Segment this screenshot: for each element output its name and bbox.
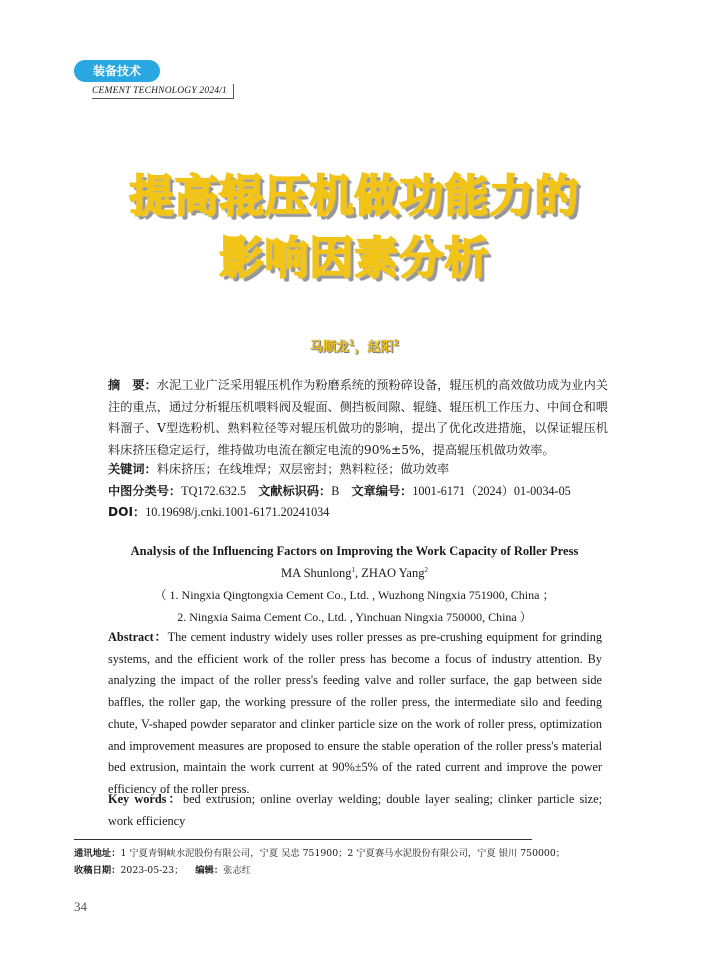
keywords-cn-label: 关键词： xyxy=(108,462,157,476)
keywords-en-text: bed extrusion; online overlay welding; double layer sealing; clinker particle size; work efficiency xyxy=(108,792,603,828)
author-1-en: MA Shunlong xyxy=(281,566,352,581)
author-1-en-affiliation: 1 xyxy=(351,566,356,574)
author-2-name: 赵阳 xyxy=(367,340,394,355)
footnote-address xyxy=(74,845,565,859)
article-number-value: 1001-6171（2024）01-0034-05 xyxy=(412,484,571,498)
author-en-separator: , xyxy=(355,566,362,581)
header-rule xyxy=(92,98,234,99)
doi-value: 10.19698/j.cnki.1001-6171.20241034 xyxy=(145,505,330,519)
received-value: 2023-05-23； xyxy=(120,865,184,876)
editor-label: 编辑： xyxy=(195,865,224,876)
keywords-cn-text: 料床挤压；在线堆焊；双层密封；熟料粒径；做功效率 xyxy=(156,462,450,476)
title-line-2: 影响因素分析 xyxy=(219,233,490,284)
author-1-name: 马顺龙 xyxy=(309,340,349,355)
english-title: Analysis of the Influencing Factors on Improving the Work Capacity of Roller Press xyxy=(130,544,579,558)
section-badge: 装备技术 xyxy=(74,60,160,82)
abstract-en-text: The cement industry widely uses roller presses as pre-crushing equipment for grinding systems, and the efficient work of the roller press has become a focus of industry attention. By analyzing the impact of the roller press's feeding valve and roller surface, the gap between side baffles, the roller gap, the working pressure of the roller press, the intermediate silo and feeding chute, V-shaped powder separator and clinker particle size on the work of roller press, optimization and improvement measures are proposed to ensure the stable operation of the roller press's material bed extrusion, maintain the work current at 90%±5% of the rated current and improve the power efficiency of the roller press. xyxy=(108,630,602,796)
editor-value: 张志红 xyxy=(223,865,252,876)
abstract-en xyxy=(108,627,602,801)
keywords-en-label: Key words： xyxy=(108,792,183,806)
address-label: 通讯地址： xyxy=(74,848,121,859)
clc-label: 中图分类号： xyxy=(108,484,182,498)
author-1-affiliation: 1 xyxy=(348,338,355,348)
journal-name: CEMENT TECHNOLOGY 2024/1 xyxy=(92,86,228,96)
doc-code-value: B xyxy=(331,484,340,498)
doi-line xyxy=(108,502,608,524)
article-number-label: 文章编号： xyxy=(351,484,413,498)
abstract-cn-label: 摘 要： xyxy=(108,378,157,392)
clc-value: TQ172.632.5 xyxy=(181,484,247,498)
keywords-cn xyxy=(108,459,608,481)
authors-en xyxy=(0,566,709,581)
page-number: 34 xyxy=(74,899,87,914)
author-2-affiliation: 2 xyxy=(393,338,400,348)
abstract-en-label: Abstract： xyxy=(108,630,168,644)
doc-code-label: 文献标识码： xyxy=(258,484,332,498)
abstract-cn xyxy=(108,375,608,461)
author-2-en: ZHAO Yang xyxy=(361,566,425,581)
affiliation-2: 2. Ningxia Saima Cement Co., Ltd. , Yinchuan Ningxia 750000, China ） xyxy=(177,610,532,624)
abstract-cn-text: 水泥工业广泛采用辊压机作为粉磨系统的预粉碎设备，辊压机的高效做功成为业内关注的重点，通过分析辊压机喂料阀及辊面、侧挡板间隙、辊缝、辊压机工作压力、中间仓和喂料溜子、V型选粉机、熟料粒径等对辊压机做功的影响，提出了优化改进措施，以保证辊压机料床挤压稳定运行，维持做功电流在额定电流的90%±5%，提高辊压机做功效率。 xyxy=(108,378,608,457)
author-separator: ， xyxy=(354,340,368,355)
classification-line xyxy=(108,481,608,503)
title-line-1: 提高辊压机做功能力的 xyxy=(129,171,580,222)
keywords-en xyxy=(108,789,602,832)
affiliation-1: （ 1. Ningxia Qingtongxia Cement Co., Ltd. , Wuzhong Ningxia 751900, China ； xyxy=(154,588,555,602)
header-rule-tick xyxy=(233,84,234,99)
footnote-received xyxy=(74,862,251,876)
footnote-rule xyxy=(74,839,532,840)
author-2-en-affiliation: 2 xyxy=(424,566,428,574)
address-text: 1 宁夏青铜峡水泥股份有限公司，宁夏 吴忠 751900；2 宁夏赛马水泥股份有限公司，宁夏 银川 750000； xyxy=(120,848,566,859)
doi-label: DOI： xyxy=(108,505,146,519)
received-label: 收稿日期： xyxy=(74,865,121,876)
authors-cn xyxy=(0,336,709,355)
